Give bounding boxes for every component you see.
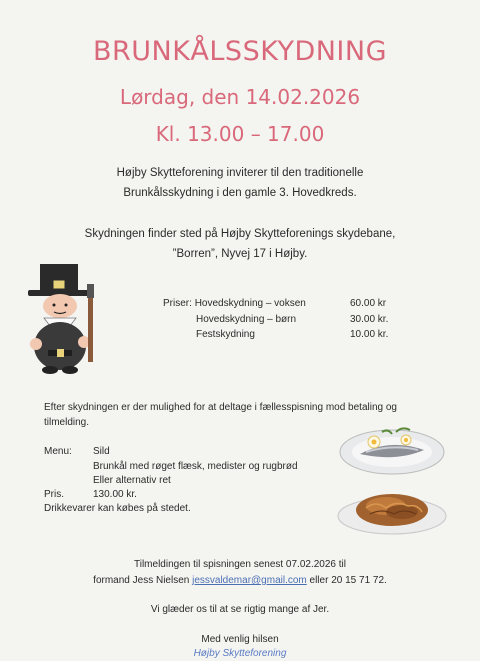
- drinks-text: Drikkevarer kan købes på stedet.: [44, 503, 191, 514]
- price-heading-label: Priser:: [163, 298, 192, 309]
- event-title: BRUNKÅLSSKYDNING: [92, 36, 388, 67]
- price-value: 130.00 kr.: [93, 489, 137, 500]
- menu-item-1: Sild: [93, 446, 110, 457]
- price-item-1-label: Hovedskydning – voksen: [194, 298, 306, 309]
- price-item-2-label: Hovedskydning – børn: [196, 314, 297, 325]
- price-item-1-value: 60.00 kr: [350, 298, 387, 309]
- price-label: Pris.: [44, 489, 64, 500]
- menu-item-2: Brunkål med røget flæsk, medister og rugbrød: [93, 461, 298, 472]
- signature-text: Højby Skytteforening: [193, 648, 287, 659]
- menu-label: Menu:: [44, 446, 72, 457]
- intro-line-1: Højby Skytteforening inviterer til den traditionelle: [116, 167, 364, 179]
- location-line-1: Skydningen finder sted på Højby Skytteforenings skydebane,: [84, 228, 396, 240]
- pilgrim-hunter-icon: [18, 262, 108, 374]
- intro-line-2: Brunkålsskydning i den gamle 3. Hovedkreds.: [123, 187, 357, 199]
- price-item-3-label: Festskydning: [196, 329, 255, 340]
- price-item-3-value: 10.00 kr.: [350, 329, 389, 340]
- intro-text: [0, 163, 480, 203]
- welcome-text: Vi glæder os til at se rigtig mange af Jer.: [150, 604, 330, 615]
- fried-onions-plate-icon: [336, 486, 448, 536]
- price-item-2-value: 30.00 kr.: [350, 314, 389, 325]
- contact-prefix: formand Jess Nielsen: [93, 575, 193, 586]
- dinner-text: Efter skydningen er der mulighed for at deltage i fællesspisning mod betaling og tilmelding.: [44, 402, 397, 428]
- contact-line: [0, 575, 480, 586]
- event-time: Kl. 13.00 – 17.00: [155, 122, 325, 146]
- herring-plate-icon: [338, 418, 446, 476]
- email-link[interactable]: jessvaldemar@gmail.com: [192, 575, 307, 586]
- greeting-text: Med venlig hilsen: [201, 634, 279, 645]
- price-heading: [163, 298, 306, 309]
- contact-suffix: eller 20 15 71 72.: [306, 575, 387, 586]
- menu-item-3: Eller alternativ ret: [93, 475, 171, 486]
- location-line-2: ”Borren”, Nyvej 17 i Højby.: [172, 248, 308, 260]
- event-date: Lørdag, den 14.02.2026: [119, 85, 361, 109]
- location-text: [0, 224, 480, 264]
- deadline-text: Tilmeldingen til spisningen senest 07.02.2026 til: [134, 559, 346, 570]
